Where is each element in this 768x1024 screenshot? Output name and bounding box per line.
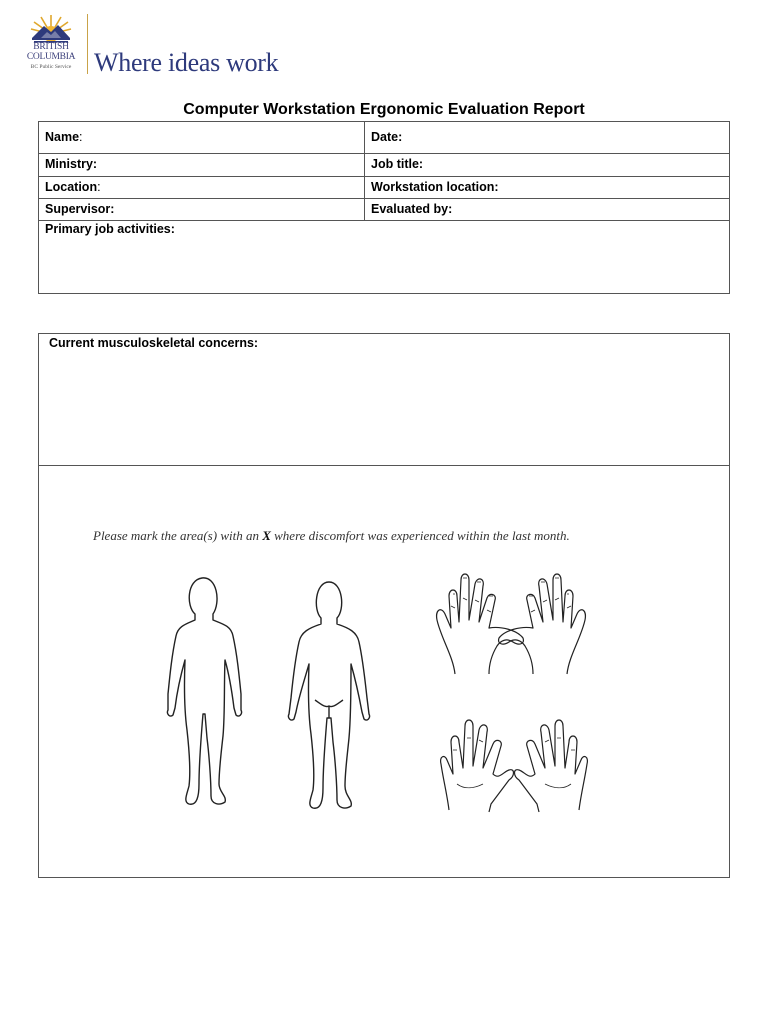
form-row-location [39,177,729,199]
concerns-section [38,333,730,878]
supervisor-label: Supervisor: [45,202,115,216]
logo-text-public-service: BC Public Service [30,64,72,70]
body-back-outline[interactable] [283,578,375,812]
logo-divider [87,14,88,74]
instruction-text-end: where discomfort was experienced within the last month. [270,528,570,543]
concerns-divider [39,465,729,466]
evaluated-by-field[interactable] [365,199,729,220]
hands-back-outline[interactable] [431,566,591,676]
form-row-name-date [39,122,729,154]
location-label-colon: : [97,180,101,194]
instruction-x-mark: X [262,528,271,543]
discomfort-instruction [93,528,570,544]
form-row-ministry-job [39,154,729,177]
evaluated-by-label: Evaluated by: [371,202,453,216]
instruction-text-start: Please mark the area(s) with an [93,528,263,543]
date-label: Date: [371,130,403,144]
hands-palm-outline[interactable] [439,714,589,814]
employee-info-table [38,121,730,294]
location-label: Location [45,180,98,194]
job-title-label: Job title: [371,157,424,171]
primary-activities-label: Primary job activities: [45,222,175,236]
form-row-primary-activities [39,221,729,293]
job-title-field[interactable] [365,154,729,176]
bc-public-service-logo [20,12,290,78]
name-label: Name [45,130,80,144]
logo-text-columbia: COLUMBIA [26,52,76,62]
tagline: Where ideas work [94,48,279,77]
location-field[interactable] [39,177,365,198]
form-row-supervisor [39,199,729,221]
workstation-location-label: Workstation location: [371,180,499,194]
date-field[interactable] [365,122,729,153]
document-title: Computer Workstation Ergonomic Evaluation Report [183,101,585,118]
body-front-outline[interactable] [161,574,247,812]
workstation-location-field[interactable] [365,177,729,198]
ministry-label: Ministry: [45,157,98,171]
concerns-label: Current musculoskeletal concerns: [49,336,259,350]
name-field[interactable] [39,122,365,153]
primary-activities-field[interactable] [39,221,729,293]
supervisor-field[interactable] [39,199,365,220]
logo-text-british: BRITISH [33,42,69,52]
ministry-field[interactable] [39,154,365,176]
name-label-colon: : [79,130,83,144]
sunrise-mountain-icon [20,12,82,44]
